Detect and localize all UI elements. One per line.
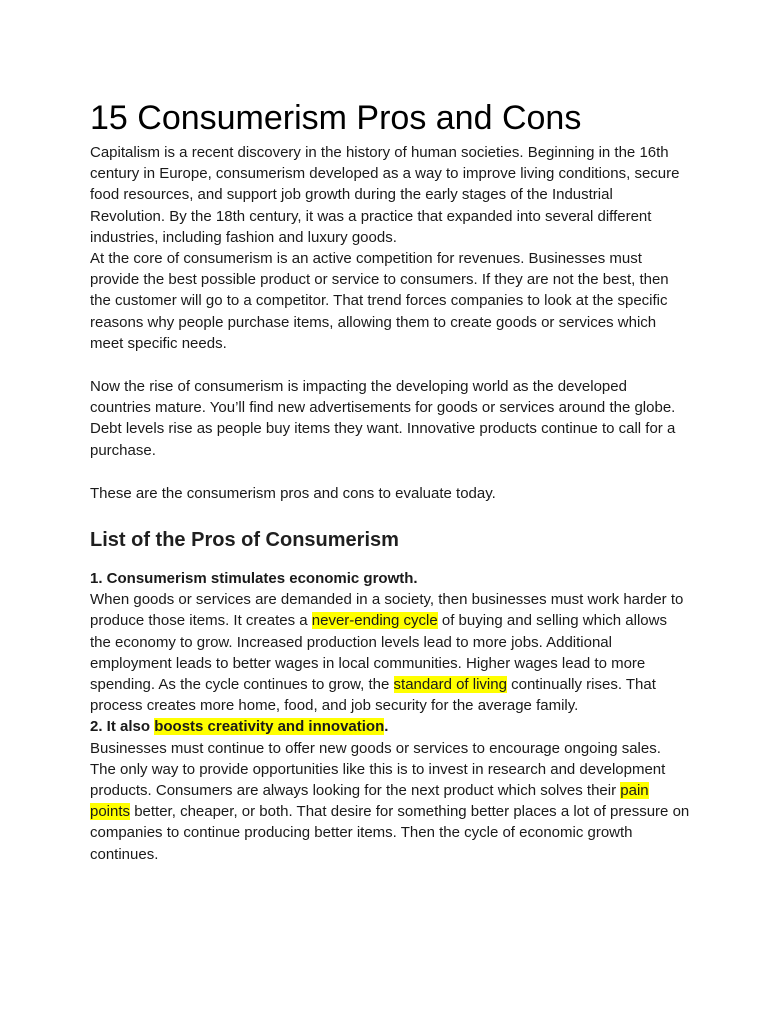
intro-paragraph-1: Capitalism is a recent discovery in the history of human societies. Beginning in the 16th century in Europe, consumerism developed as a way to improve living conditions, secure food resources, and support job growth during the early stages of the Industrial Revolution. By the 18th century, it was a practice that expanded into several different industries, including fashion and luxury goods. [90,144,680,246]
pro-2-text-a: Businesses must continue to offer new goods or services to encourage ongoing sales. The only way to provide opportunities like this is to invest in research and development products. Consumers are always looking for the next product which solves their [90,739,666,800]
pro-2-text [90,738,690,865]
intro-paragraph-4: These are the consumerism pros and cons to evaluate today. [90,484,496,502]
highlight-pain-points: pain points [90,782,649,821]
highlight-standard-of-living: standard of living [393,676,507,694]
pro-1-text-a: When goods or services are demanded in a society, then businesses must work harder to produce those items. It creates a [90,591,684,630]
pro-1-heading: 1. Consumerism stimulates economic growth. [90,570,418,588]
paragraph-spacer [90,461,690,483]
pro-1-text-c: continually rises. That process creates more home, food, and job security for the average family. [90,676,656,715]
document-page [90,96,690,865]
intro-paragraph-2: At the core of consumerism is an active competition for revenues. Businesses must provide the best possible product or service to consumers. If they are not the best, then the customer will go to a competitor. That trend forces companies to look at the specific reasons why people purchase items, allowing them to create goods or services which meet specific needs. [90,250,669,352]
pro-2-heading [90,716,690,737]
pro-1-text [90,589,690,716]
paragraph-spacer [90,504,690,526]
pro-1-text-b: of buying and selling which allows the economy to grow. Increased production levels lead to more jobs. Additional employment leads to better wages in local communities. Higher wages lead to more spending. As the cycle continues to grow, the [90,612,667,694]
pros-heading: List of the Pros of Consumerism [90,529,399,552]
pro-2-heading-suffix: . [384,718,389,736]
intro-paragraph-3: Now the rise of consumerism is impacting the developing world as the developed countries mature. You’ll find new advertisements for goods or services around the globe. Debt levels rise as people buy items they want. Innovative products continue to call for a purchase. [90,378,676,459]
pro-2-heading-prefix: 2. It also [90,718,155,736]
document-title: 15 Consumerism Pros and Cons [90,99,582,137]
highlight-never-ending-cycle: never-ending cycle [311,612,438,630]
pro-2-text-b: better, cheaper, or both. That desire for something better places a lot of pressure on companies to continue producing better items. Then the cycle of economic growth continues. [90,803,690,863]
paragraph-spacer [90,354,690,376]
highlight-boosts-creativity: boosts creativity and innovation [154,718,385,736]
